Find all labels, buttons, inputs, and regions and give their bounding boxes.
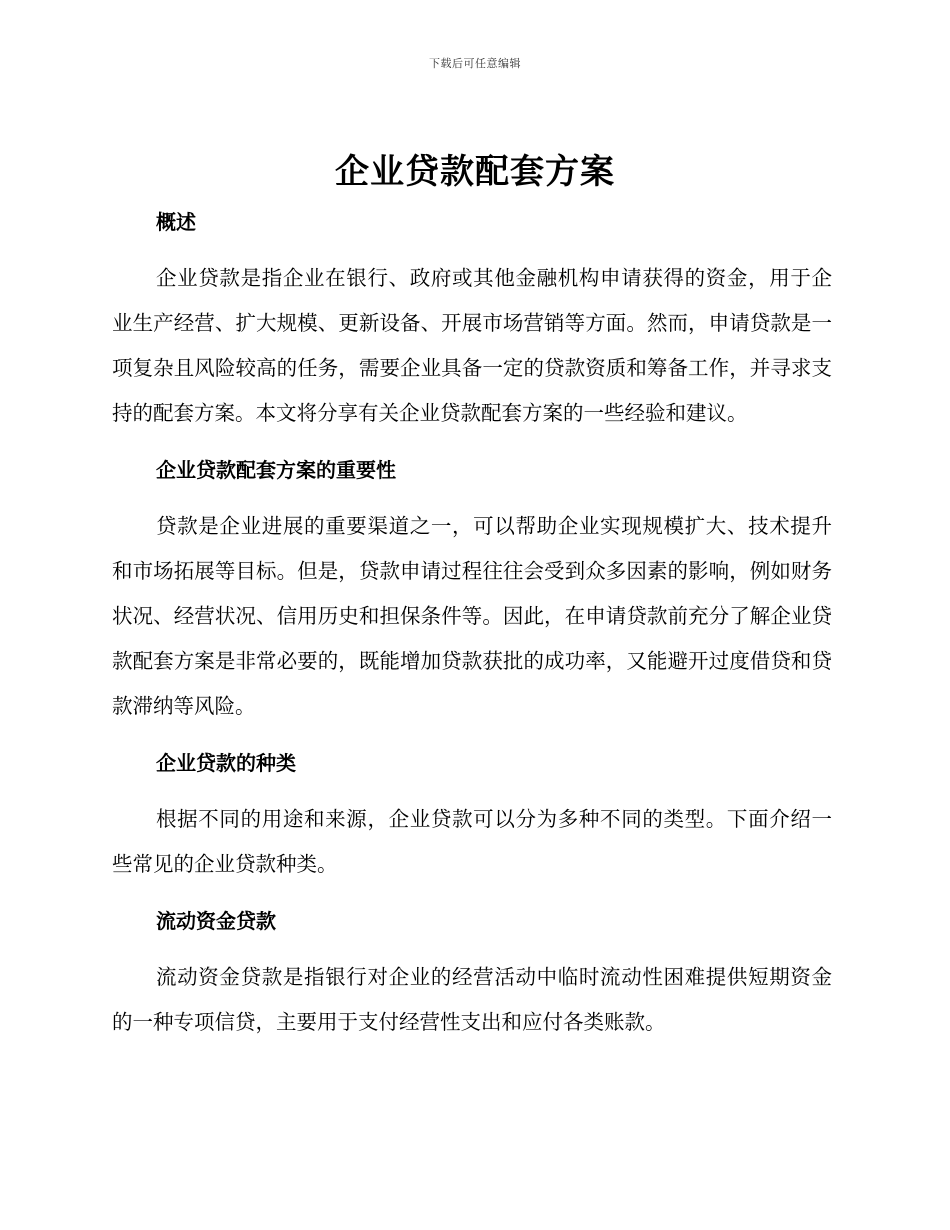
section-heading: 企业贷款的种类 bbox=[156, 751, 296, 775]
section-paragraph: 贷款是企业进展的重要渠道之一，可以帮助企业实现规模扩大、技术提升和市场拓展等目标。但是，贷款申请过程往往会受到众多因素的影响，例如财务状况、经营状况、信用历史和担保条件等。因此，在申请贷款前充分了解企业贷款配套方案是非常必要的，既能增加贷款获批的成功率，又能避开过度借贷和贷款滞纳等风险。 bbox=[112, 514, 832, 718]
header-note: 下载后可任意编辑 bbox=[429, 57, 521, 70]
section-heading: 企业贷款配套方案的重要性 bbox=[156, 458, 396, 482]
section-overview bbox=[112, 200, 832, 448]
section-importance bbox=[112, 448, 832, 741]
document-body bbox=[112, 200, 832, 1045]
document-title: 企业贷款配套方案 bbox=[335, 152, 615, 192]
section-paragraph: 流动资金贷款是指银行对企业的经营活动中临时流动性困难提供短期资金的一种专项信贷，主要用于支付经营性支出和应付各类账款。 bbox=[112, 965, 832, 1034]
section-heading: 流动资金贷款 bbox=[156, 909, 276, 933]
section-loan-types bbox=[112, 741, 832, 899]
section-working-capital-loan bbox=[112, 899, 832, 1045]
section-paragraph: 企业贷款是指企业在银行、政府或其他金融机构申请获得的资金，用于企业生产经营、扩大规模、更新设备、开展市场营销等方面。然而，申请贷款是一项复杂且风险较高的任务，需要企业具备一定的贷款资质和筹备工作，并寻求支持的配套方案。本文将分享有关企业贷款配套方案的一些经验和建议。 bbox=[112, 266, 832, 425]
section-paragraph: 根据不同的用途和来源，企业贷款可以分为多种不同的类型。下面介绍一些常见的企业贷款种类。 bbox=[112, 807, 832, 876]
section-heading: 概述 bbox=[156, 210, 196, 234]
